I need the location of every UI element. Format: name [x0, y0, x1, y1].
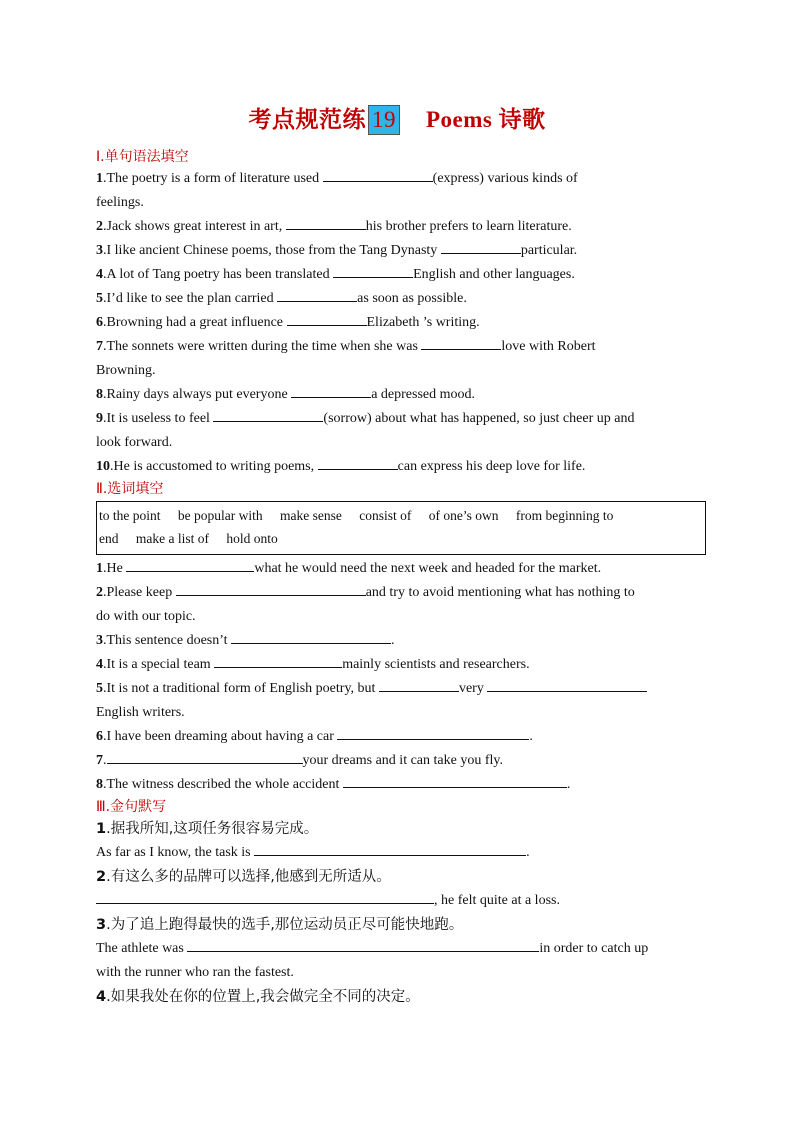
word-bank-item: make sense: [279, 508, 342, 523]
answer-blank[interactable]: [187, 937, 539, 952]
question-2-2: 2.Please keep and try to avoid mentioning what has nothing to: [96, 581, 706, 605]
answer-blank[interactable]: [379, 677, 459, 692]
question-1-2: 2.Jack shows great interest in art, his brother prefers to learn literature.: [96, 215, 706, 239]
answer-blank[interactable]: [277, 287, 357, 302]
word-bank-line-2: [97, 527, 705, 550]
question-1-1-cont: feelings.: [96, 195, 144, 210]
answer-blank[interactable]: [214, 653, 342, 668]
answer-blank[interactable]: [343, 773, 567, 788]
question-2-5: 5.It is not a traditional form of English poetry, but very: [96, 677, 706, 701]
question-3-3: The athlete was in order to catch up: [96, 937, 706, 961]
question-1-4: 4.A lot of Tang poetry has been translated English and other languages.: [96, 263, 706, 287]
answer-blank[interactable]: [107, 749, 303, 764]
answer-blank[interactable]: [421, 335, 501, 350]
question-2-6: 6.I have been dreaming about having a car .: [96, 725, 706, 749]
question-1-8: 8.Rainy days always put everyone a depressed mood.: [96, 383, 706, 407]
question-3-2: , he felt quite at a loss.: [96, 889, 706, 913]
answer-blank[interactable]: [487, 677, 647, 692]
question-1-1: 1.The poetry is a form of literature used (express) various kinds of: [96, 167, 706, 191]
title-chinese: 诗歌: [498, 107, 546, 132]
question-3-1-chinese: 1.据我所知,这项任务很容易完成。: [96, 821, 319, 837]
question-1-7-cont: Browning.: [96, 363, 156, 378]
worksheet-content: [96, 147, 706, 1009]
word-bank-item: hold onto: [226, 531, 278, 546]
question-1-6: 6.Browning had a great influence Elizabeth ’s writing.: [96, 311, 706, 335]
answer-blank[interactable]: [254, 841, 526, 856]
answer-blank[interactable]: [126, 557, 254, 572]
question-1-7: 7.The sonnets were written during the time when she was love with Robert: [96, 335, 706, 359]
word-bank-item: consist of: [359, 508, 412, 523]
word-bank-item: end: [99, 531, 119, 546]
question-3-2-chinese: 2.有这么多的品牌可以选择,他感到无所适从。: [96, 869, 391, 885]
word-bank-item: from beginning to: [515, 508, 614, 523]
answer-blank[interactable]: [333, 263, 413, 278]
answer-blank[interactable]: [96, 889, 434, 904]
question-2-5-cont: English writers.: [96, 705, 185, 720]
section-heading-1: Ⅰ.单句语法填空: [96, 149, 189, 165]
question-1-5: 5.I’d like to see the plan carried as soon as possible.: [96, 287, 706, 311]
question-3-3-chinese: 3.为了追上跑得最快的选手,那位运动员正尽可能快地跑。: [96, 917, 464, 933]
question-2-1: 1.He what he would need the next week and headed for the market.: [96, 557, 706, 581]
answer-blank[interactable]: [213, 407, 323, 422]
question-2-8: 8.The witness described the whole accident .: [96, 773, 706, 797]
answer-blank[interactable]: [291, 383, 371, 398]
answer-blank[interactable]: [231, 629, 391, 644]
section-heading-2: Ⅱ.选词填空: [96, 481, 164, 497]
answer-blank[interactable]: [318, 455, 398, 470]
question-3-3-cont: with the runner who ran the fastest.: [96, 965, 294, 980]
question-1-9-cont: look forward.: [96, 435, 173, 450]
word-bank-box: [96, 501, 706, 555]
word-bank-item: make a list of: [135, 531, 209, 546]
question-1-9: 9.It is useless to feel (sorrow) about what has happened, so just cheer up and: [96, 407, 706, 431]
question-3-4-chinese: 4.如果我处在你的位置上,我会做完全不同的决定。: [96, 989, 420, 1005]
word-bank-line-1: [97, 504, 705, 527]
question-2-4: 4.It is a special team mainly scientists and researchers.: [96, 653, 706, 677]
title-number-badge: 19: [368, 105, 400, 135]
word-bank-item: of one’s own: [428, 508, 499, 523]
title-english: Poems: [425, 107, 493, 132]
question-2-7: 7. your dreams and it can take you fly.: [96, 749, 706, 773]
answer-blank[interactable]: [337, 725, 529, 740]
page-title: [0, 104, 794, 136]
answer-blank[interactable]: [323, 167, 433, 182]
question-2-2-cont: do with our topic.: [96, 609, 196, 624]
title-main: 考点规范练: [248, 107, 366, 132]
word-bank-item: to the point: [99, 508, 161, 523]
answer-blank[interactable]: [287, 311, 367, 326]
answer-blank[interactable]: [176, 581, 366, 596]
question-2-3: 3.This sentence doesn’t .: [96, 629, 706, 653]
answer-blank[interactable]: [441, 239, 521, 254]
question-3-1: As far as I know, the task is .: [96, 841, 706, 865]
question-1-3: 3.I like ancient Chinese poems, those from the Tang Dynasty particular.: [96, 239, 706, 263]
answer-blank[interactable]: [286, 215, 366, 230]
section-heading-3: Ⅲ.金句默写: [96, 799, 167, 815]
question-1-10: 10.He is accustomed to writing poems, can express his deep love for life.: [96, 455, 706, 479]
word-bank-item: be popular with: [177, 508, 263, 523]
